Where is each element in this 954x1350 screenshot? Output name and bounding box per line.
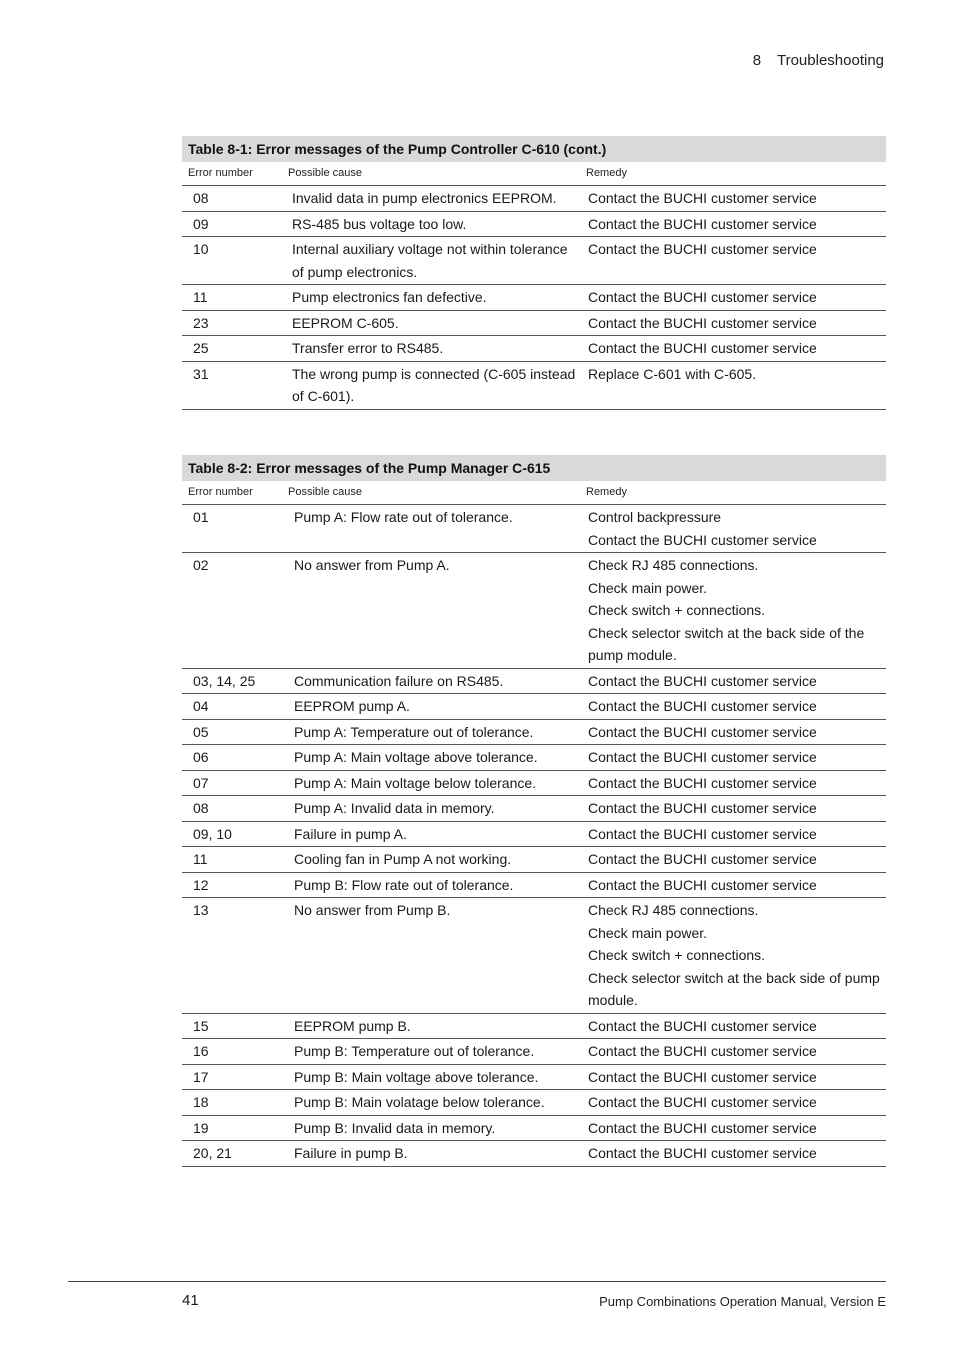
remedy-cell [578,874,886,897]
remedy-cell [578,746,886,769]
remedy-cell [578,1142,886,1165]
table-row [182,553,886,669]
error-number-cell: 04 [193,698,209,714]
remedy-cell [578,312,886,335]
possible-cause-line: Pump B: Invalid data in memory. [294,1119,496,1136]
page-number: 41 [182,1292,199,1309]
table-body [182,186,886,410]
table-row [182,505,886,553]
possible-cause-line: Pump A: Flow rate out of tolerance. [294,509,513,525]
table-row [182,873,886,899]
column-header-remedy: Remedy [586,167,627,179]
remedy-line: Check selector switch at the back side of pump [588,969,880,986]
error-number-cell: 13 [193,902,209,918]
possible-cause-cell [284,721,578,744]
possible-cause-line: Pump A: Main voltage above tolerance. [294,749,538,765]
possible-cause-cell [282,363,578,408]
remedy-cell [578,848,886,871]
table-row [182,1090,886,1116]
possible-cause-line: Pump A: Temperature out of tolerance. [294,723,534,740]
error-number-cell: 03, 14, 25 [193,672,256,689]
possible-cause-cell [282,312,578,335]
table-row [182,745,886,771]
remedy-line: Contact the BUCHI customer service [588,531,817,548]
table-row [182,669,886,695]
column-header-error-number: Error number [188,486,253,498]
possible-cause-line: of C-601). [292,388,355,404]
error-number-cell: 12 [193,876,209,893]
table-row [182,1065,886,1091]
error-number-cell: 02 [193,557,209,573]
remedy-cell [578,337,886,360]
remedy-cell [578,363,886,408]
document-title: Pump Combinations Operation Manual, Version E [599,1294,886,1309]
error-table-manager [182,455,886,1167]
remedy-cell [578,213,886,236]
chapter-title: Troubleshooting [776,52,884,69]
table-row [182,898,886,1014]
possible-cause-cell [284,1142,578,1165]
table-title: Table 8-2: Error messages of the Pump Manager C-615 [182,455,886,481]
error-number-cell: 25 [193,340,209,356]
possible-cause-line: Communication failure on RS485. [294,672,504,689]
possible-cause-cell [282,187,578,210]
error-number-cell: 15 [193,1017,209,1034]
table-row [182,720,886,746]
remedy-cell [578,1066,886,1089]
possible-cause-cell [282,213,578,236]
remedy-line: Contact the BUCHI customer service [588,215,817,232]
table-row [182,1116,886,1142]
possible-cause-line: of pump electronics. [292,263,418,280]
table-row [182,822,886,848]
remedy-line: Control backpressure [588,509,722,525]
error-number-cell: 11 [193,289,208,305]
remedy-line: Check RJ 485 connections. [588,902,759,918]
possible-cause-line: Internal auxiliary voltage not within tolerance [292,241,568,257]
table-row [182,771,886,797]
remedy-cell [578,721,886,744]
remedy-cell [578,286,886,309]
error-number-cell: 06 [193,749,209,765]
table-row [182,1014,886,1040]
possible-cause-cell [284,848,578,871]
table-row [182,1141,886,1167]
possible-cause-line: Pump B: Main volatage below tolerance. [294,1094,545,1110]
remedy-line: Contact the BUCHI customer service [588,1043,817,1059]
remedy-line: Contact the BUCHI customer service [588,190,817,206]
remedy-cell [578,1040,886,1063]
possible-cause-cell [284,899,578,1012]
possible-cause-cell [284,772,578,795]
possible-cause-line: Pump electronics fan defective. [292,289,487,305]
possible-cause-line: Failure in pump A. [294,825,407,842]
remedy-line: Contact the BUCHI customer service [588,825,817,842]
running-header [753,52,884,69]
remedy-line: Contact the BUCHI customer service [588,851,817,867]
table-row [182,311,886,337]
error-number-cell: 17 [193,1068,209,1085]
remedy-line: pump module. [588,647,677,663]
possible-cause-line: Cooling fan in Pump A not working. [294,851,512,867]
remedy-line: Check switch + connections. [588,602,766,618]
error-number-cell: 31 [193,365,209,382]
column-header-error-number: Error number [188,167,253,179]
remedy-line: Contact the BUCHI customer service [588,876,817,893]
remedy-line: Check switch + connections. [588,947,766,963]
possible-cause-cell [284,1117,578,1140]
remedy-line: Contact the BUCHI customer service [588,241,817,257]
remedy-cell [578,772,886,795]
possible-cause-line: Invalid data in pump electronics EEPROM. [292,190,557,206]
footer-divider [68,1281,886,1282]
chapter-number: 8 [752,52,762,69]
possible-cause-line: EEPROM C-605. [292,314,399,331]
possible-cause-cell [284,797,578,820]
possible-cause-cell [282,337,578,360]
possible-cause-cell [284,874,578,897]
error-number-cell: 23 [193,314,209,331]
possible-cause-cell [282,238,578,283]
possible-cause-line: Failure in pump B. [294,1145,408,1161]
remedy-cell [578,1117,886,1140]
remedy-line: Check RJ 485 connections. [588,557,759,573]
remedy-line: Replace C-601 with C-605. [588,365,757,382]
remedy-cell [578,899,886,1012]
error-number-cell: 10 [193,241,209,257]
column-header-remedy: Remedy [586,486,627,498]
possible-cause-line: Pump A: Invalid data in memory. [294,800,495,816]
error-number-cell: 20, 21 [193,1145,232,1161]
remedy-line: Contact the BUCHI customer service [588,1068,817,1085]
remedy-line: Contact the BUCHI customer service [588,1119,817,1136]
error-number-cell: 05 [193,723,209,740]
table-header-row [182,481,886,505]
possible-cause-cell [284,1040,578,1063]
remedy-line: Check main power. [588,924,708,941]
possible-cause-cell [284,1066,578,1089]
table-row [182,285,886,311]
error-number-cell: 16 [193,1043,209,1059]
table-body [182,505,886,1167]
possible-cause-cell [284,695,578,718]
remedy-line: Contact the BUCHI customer service [588,698,817,714]
remedy-line: Contact the BUCHI customer service [588,1145,817,1161]
table-row [182,336,886,362]
column-header-possible-cause: Possible cause [288,486,362,498]
remedy-cell [578,797,886,820]
remedy-line: Check selector switch at the back side of the [588,624,865,641]
possible-cause-line: Transfer error to RS485. [292,340,444,356]
remedy-line: Contact the BUCHI customer service [588,774,817,791]
table-row [182,212,886,238]
remedy-cell [578,238,886,283]
table-row [182,847,886,873]
remedy-cell [578,670,886,693]
possible-cause-line: EEPROM pump A. [294,698,410,714]
remedy-line: Contact the BUCHI customer service [588,723,817,740]
table-row [182,1039,886,1065]
table-header-row [182,162,886,186]
possible-cause-line: No answer from Pump B. [294,902,451,918]
possible-cause-line: Pump B: Main voltage above tolerance. [294,1068,539,1085]
error-number-cell: 01 [193,509,209,525]
possible-cause-cell [284,1015,578,1038]
remedy-line: module. [588,992,638,1008]
remedy-cell [578,554,886,667]
possible-cause-cell [284,554,578,667]
possible-cause-cell [284,823,578,846]
table-row [182,796,886,822]
error-number-cell: 19 [193,1119,209,1136]
possible-cause-cell [284,506,578,551]
error-number-cell: 08 [193,190,209,206]
table-row [182,237,886,285]
possible-cause-line: RS-485 bus voltage too low. [292,215,467,232]
possible-cause-cell [284,670,578,693]
remedy-line: Contact the BUCHI customer service [588,1017,817,1034]
table-row [182,186,886,212]
error-number-cell: 09, 10 [193,825,232,842]
remedy-cell [578,823,886,846]
remedy-line: Contact the BUCHI customer service [588,340,817,356]
remedy-cell [578,187,886,210]
error-number-cell: 18 [193,1094,209,1110]
possible-cause-line: The wrong pump is connected (C-605 instead [292,365,576,382]
remedy-line: Check main power. [588,579,708,596]
error-table-controller [182,136,886,410]
remedy-cell [578,695,886,718]
possible-cause-line: EEPROM pump B. [294,1017,411,1034]
error-number-cell: 07 [193,774,209,791]
remedy-line: Contact the BUCHI customer service [588,800,817,816]
possible-cause-line: Pump B: Temperature out of tolerance. [294,1043,535,1059]
remedy-line: Contact the BUCHI customer service [588,1094,817,1110]
possible-cause-cell [284,1091,578,1114]
table-row [182,362,886,410]
possible-cause-line: Pump B: Flow rate out of tolerance. [294,876,514,893]
possible-cause-line: No answer from Pump A. [294,557,450,573]
error-number-cell: 08 [193,800,209,816]
possible-cause-cell [284,746,578,769]
remedy-cell [578,1015,886,1038]
remedy-line: Contact the BUCHI customer service [588,289,817,305]
column-header-possible-cause: Possible cause [288,167,362,179]
remedy-line: Contact the BUCHI customer service [588,672,817,689]
possible-cause-line: Pump A: Main voltage below tolerance. [294,774,537,791]
table-row [182,694,886,720]
remedy-cell [578,506,886,551]
possible-cause-cell [282,286,578,309]
remedy-cell [578,1091,886,1114]
remedy-line: Contact the BUCHI customer service [588,749,817,765]
table-title: Table 8-1: Error messages of the Pump Controller C-610 (cont.) [182,136,886,162]
remedy-line: Contact the BUCHI customer service [588,314,817,331]
error-number-cell: 09 [193,215,209,232]
error-number-cell: 11 [193,851,208,867]
